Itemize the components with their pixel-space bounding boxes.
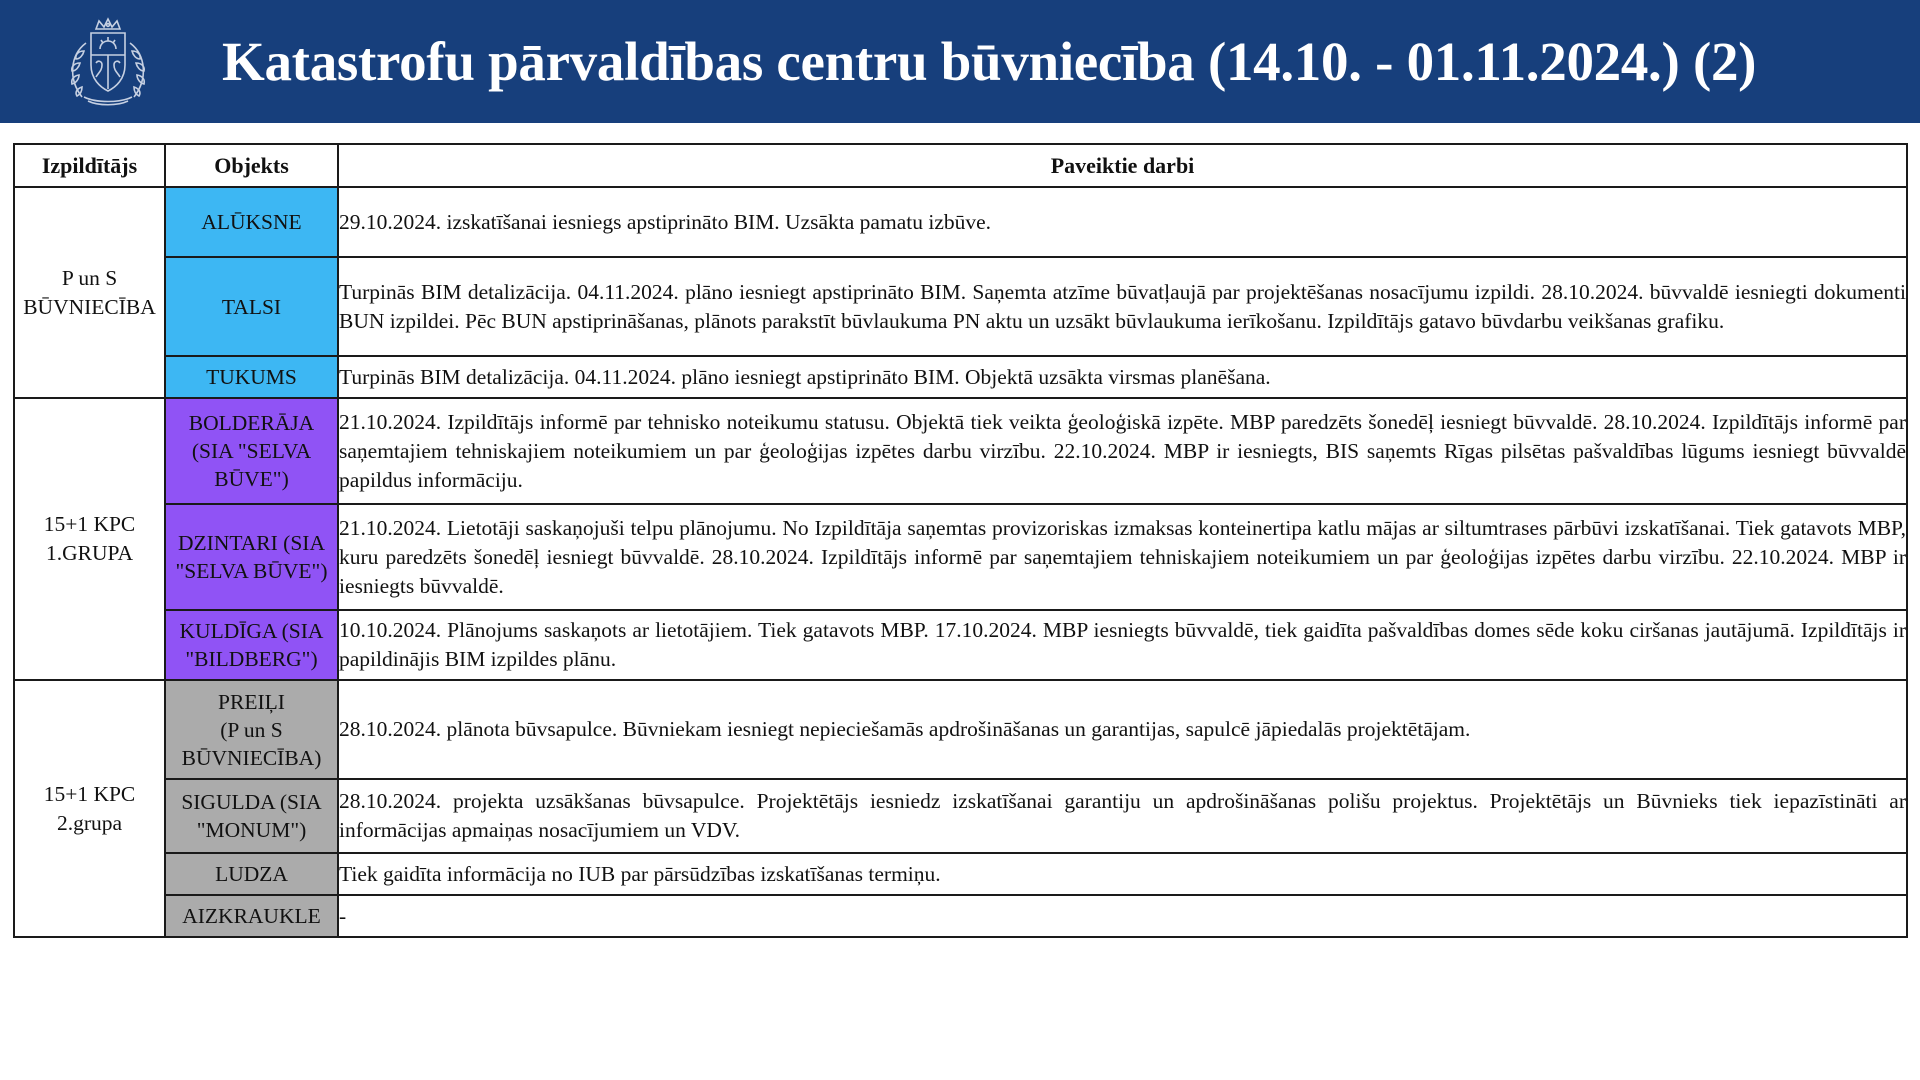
table-header-row xyxy=(14,144,1907,187)
page-title: Katastrofu pārvaldības centru būvniecība (14.10. - 01.11.2024.) (2) xyxy=(222,31,1757,92)
work-cell: Turpinās BIM detalizācija. 04.11.2024. plāno iesniegt apstiprināto BIM. Objektā uzsākta virsmas planēšana. xyxy=(338,356,1907,398)
table-row xyxy=(14,610,1907,680)
work-cell: 29.10.2024. izskatīšanai iesniegs apstiprināto BIM. Uzsākta pamatu izbūve. xyxy=(338,187,1907,257)
object-label: (P un S xyxy=(220,717,283,742)
object-label: DZINTARI (SIA xyxy=(178,531,325,555)
object-label: BOLDERĀJA xyxy=(188,411,315,435)
object-cell xyxy=(165,895,338,937)
object-cell xyxy=(165,853,338,895)
object-label: BŪVNIECĪBA) xyxy=(181,745,322,770)
object-label: (SIA "SELVA xyxy=(191,439,312,463)
object-label: BŪVE") xyxy=(214,467,289,491)
table-row xyxy=(14,257,1907,356)
column-header-executor: Izpildītājs xyxy=(14,144,165,187)
table-row xyxy=(14,680,1907,779)
work-cell: Tiek gaidīta informācija no IUB par pārsūdzības izskatīšanas termiņu. xyxy=(338,853,1907,895)
table-row xyxy=(14,779,1907,853)
object-cell xyxy=(165,504,338,610)
table-row xyxy=(14,187,1907,257)
object-label: ALŪKSNE xyxy=(201,210,302,234)
work-cell: Turpinās BIM detalizācija. 04.11.2024. plāno iesniegt apstiprināto BIM. Saņemta atzīme būvatļaujā par projektēšanas nosacījumu izpildi. 28.10.2024. būvvaldē iesniegti dokumenti BUN izpildei. Pēc BUN apstiprināšanas, plānots parakstīt būvlaukuma PN aktu un uzsākt būvlaukuma ierīkošanu. Izpildītājs gatavo būvdarbu veikšanas grafiku. xyxy=(338,257,1907,356)
object-label: "MONUM") xyxy=(196,818,307,842)
column-header-work: Paveiktie darbi xyxy=(338,144,1907,187)
object-cell xyxy=(165,257,338,356)
executor-line: 2.grupa xyxy=(56,810,123,835)
executor-line: 15+1 KPC xyxy=(43,512,136,536)
executor-cell xyxy=(14,187,165,398)
executor-cell xyxy=(14,680,165,937)
object-label: "SELVA BŪVE") xyxy=(175,559,328,583)
object-label: SIGULDA (SIA xyxy=(181,790,322,814)
object-cell xyxy=(165,779,338,853)
work-cell: - xyxy=(338,895,1907,937)
table-row xyxy=(14,398,1907,504)
table-row xyxy=(14,356,1907,398)
object-label: LUDZA xyxy=(215,862,288,886)
works-table xyxy=(13,143,1908,938)
object-cell xyxy=(165,610,338,680)
work-cell: 21.10.2024. Izpildītājs informē par tehnisko noteikumu statusu. Objektā tiek veikta ģeoloģiskā izpēte. MBP paredzēts šonedēļ iesniegt būvvaldē. 28.10.2024. Izpildītājs informē par saņemtajiem tehniskajiem noteikumiem un par ģeoloģijas izpētes darbu virzību. 22.10.2024. MBP ir iesniegts, BIS saņemts Rīgas pilsētas pašvaldības lūgums iesniegt būvvaldē papildus informāciju. xyxy=(338,398,1907,504)
executor-line: 1.GRUPA xyxy=(45,541,134,565)
executor-line: P un S xyxy=(61,265,118,290)
object-label: TUKUMS xyxy=(206,365,297,389)
state-coat-of-arms-icon xyxy=(58,13,158,111)
object-cell xyxy=(165,187,338,257)
executor-cell xyxy=(14,398,165,680)
table-row xyxy=(14,895,1907,937)
header-bar xyxy=(0,0,1920,123)
executor-line: BŪVNIECĪBA xyxy=(23,294,156,319)
object-label: KULDĪGA (SIA xyxy=(179,619,324,643)
object-label: TALSI xyxy=(221,294,282,319)
table-row xyxy=(14,504,1907,610)
object-cell xyxy=(165,680,338,779)
column-header-object: Objekts xyxy=(165,144,338,187)
object-cell xyxy=(165,356,338,398)
object-label: PREIĻI xyxy=(218,689,285,714)
executor-line: 15+1 KPC xyxy=(43,781,136,806)
table-row xyxy=(14,853,1907,895)
object-cell xyxy=(165,398,338,504)
work-cell: 10.10.2024. Plānojums saskaņots ar lietotājiem. Tiek gatavots MBP. 17.10.2024. MBP iesniegts būvvaldē, tiek gaidīta pašvaldības domes sēde koku ciršanas jautājumā. Izpildītājs ir papildinājis BIM izpildes plānu. xyxy=(338,610,1907,680)
work-cell: 28.10.2024. projekta uzsākšanas būvsapulce. Projektētājs iesniedz izskatīšanai garantiju un apdrošināšanas polišu projektus. Projektētājs un Būvnieks tiek iepazīstināti ar informācijas apmaiņas nosacījumiem un VDV. xyxy=(338,779,1907,853)
work-cell: 28.10.2024. plānota būvsapulce. Būvniekam iesniegt nepieciešamās apdrošināšanas un garantijas, sapulcē jāpiedalās projektētājam. xyxy=(338,680,1907,779)
work-cell: 21.10.2024. Lietotāji saskaņojuši telpu plānojumu. No Izpildītāja saņemtas provizoriskas izmaksas konteinertipa katlu mājas ar siltumtrases pārbūvi izskatīšanai. Tiek gatavots MBP, kuru paredzēts šonedēļ iesniegt būvvaldē. 28.10.2024. Izpildītājs informē par saņemtajiem tehniskajiem noteikumiem un par ģeoloģijas izpētes darbu virzību. 22.10.2024. MBP ir iesniegts būvvaldē. xyxy=(338,504,1907,610)
object-label: AIZKRAUKLE xyxy=(182,904,321,928)
object-label: "BILDBERG") xyxy=(185,647,318,671)
